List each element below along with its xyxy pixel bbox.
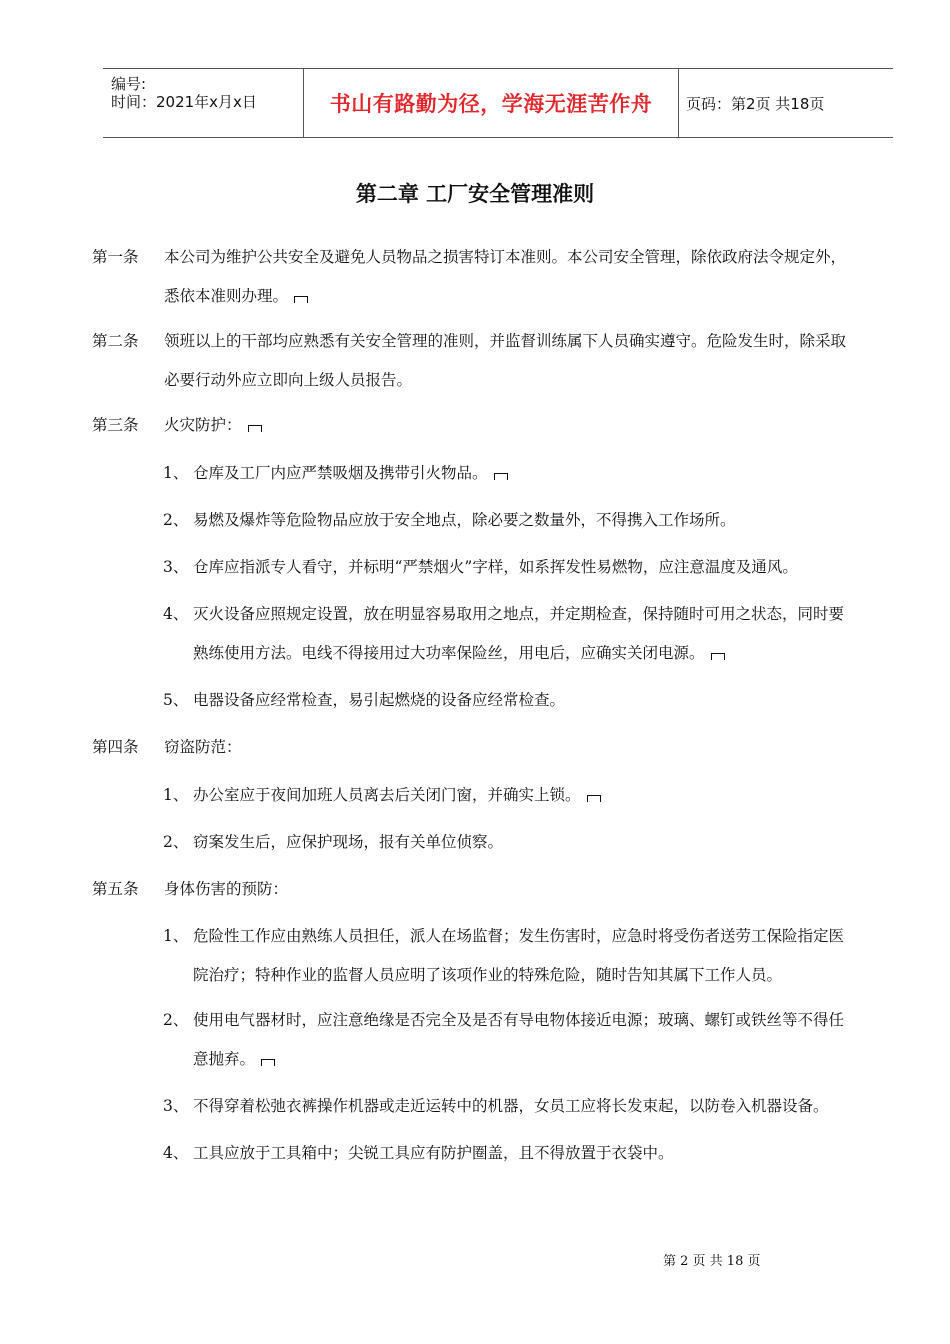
- header-page-cell: [678, 69, 893, 137]
- paragraph-mark-icon: [294, 296, 308, 303]
- list-item-continuation: 院治疗；特种作业的监督人员应明了该项作业的特殊危险，随时告知其属下工作人员。: [193, 966, 783, 984]
- article-label: 第三条: [92, 416, 139, 434]
- article-1-continuation: [164, 286, 308, 306]
- motto: 书山有路勤为径，学海无涯苦作舟: [329, 92, 653, 116]
- article-text-line2: 悉依本准则办理。: [164, 287, 289, 305]
- article-2-continuation: [164, 370, 412, 390]
- page-header: [103, 68, 893, 138]
- list-item-continuation: 熟练使用方法。电线不得接用过大功率保险丝，用电后，应确实关闭电源。: [193, 643, 725, 663]
- article-label: 第二条: [92, 332, 139, 350]
- article-heading: 身体伤害的预防：: [164, 880, 289, 898]
- article-label: 第五条: [92, 880, 139, 898]
- paragraph-mark-icon: [711, 653, 725, 660]
- list-item-continuation: 意抛弃。: [193, 1049, 275, 1069]
- number-label: 编号:: [111, 75, 147, 93]
- page-info: 页码：第2页 共18页: [686, 94, 825, 113]
- article-text: 本公司为维护公共安全及避免人员物品之损害特订本准则。本公司安全管理，除依政府法令规定外，: [164, 248, 847, 266]
- article-label: 第一条: [92, 248, 139, 266]
- header-meta: [103, 69, 303, 137]
- paragraph-mark-icon: [261, 1059, 275, 1066]
- paragraph-mark-icon: [587, 795, 601, 802]
- article-text-line2: 必要行动外应立即向上级人员报告。: [164, 371, 413, 389]
- page-footer: 第 2 页 共 18 页: [663, 1254, 761, 1269]
- time-label: 时间：2021年x月x日: [111, 93, 257, 111]
- article-label: 第四条: [92, 738, 139, 756]
- paragraph-mark-icon: [494, 473, 508, 480]
- article-heading: 窃盗防范：: [164, 738, 242, 756]
- chapter-title: 第二章 工厂安全管理准则: [355, 182, 595, 206]
- article-heading: 火灾防护：: [164, 415, 904, 435]
- paragraph-mark-icon: [248, 425, 262, 432]
- header-motto-cell: [303, 69, 679, 137]
- article-text: 领班以上的干部均应熟悉有关安全管理的准则，并监督训练属下人员确实遵守。危险发生时，除采取: [164, 332, 847, 350]
